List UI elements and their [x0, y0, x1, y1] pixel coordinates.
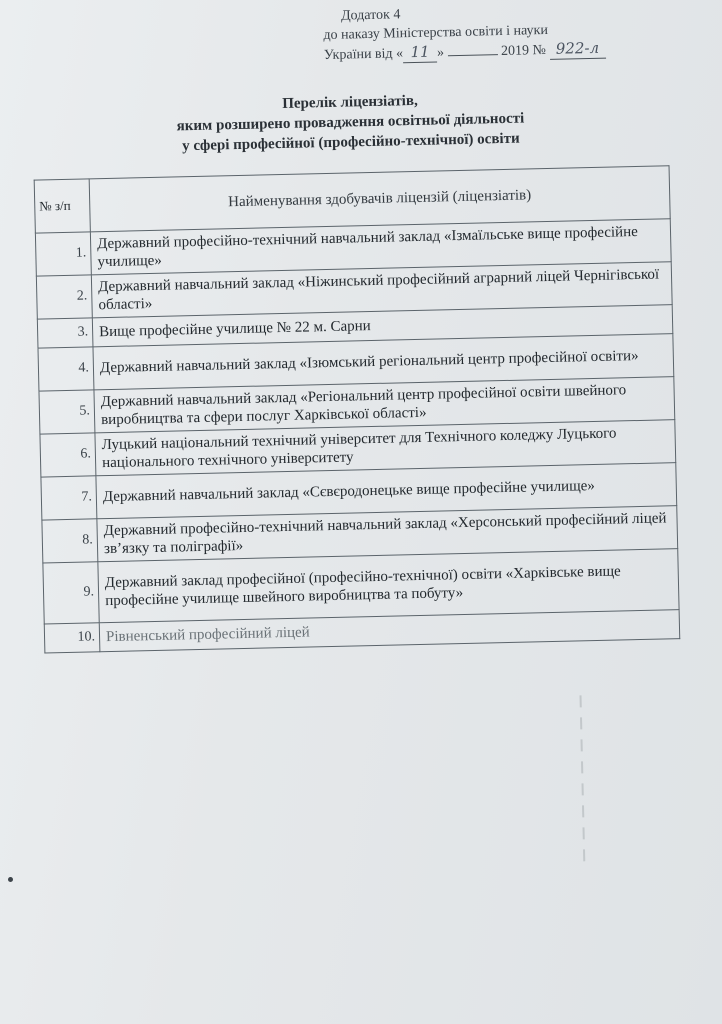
order-date-quote: » [436, 45, 445, 61]
order-number: 922-л [549, 39, 605, 60]
pencil-marks [573, 685, 600, 985]
row-name: Державний навчальний заклад «Ізюмський регіональний центр професійної освіти» [93, 334, 674, 390]
row-number: 4. [38, 347, 94, 391]
punch-mark [8, 877, 13, 882]
document-title [110, 87, 591, 158]
appendix-label: Додаток 4 [340, 7, 401, 24]
row-number: 10. [44, 623, 100, 653]
row-number: 3. [37, 318, 93, 348]
row-number: 1. [35, 232, 91, 276]
row-number: 9. [43, 562, 99, 624]
row-name: Вище професійне училище № 22 м. Сарни [92, 305, 673, 347]
row-name: Державний навчальний заклад «Ніжинський професійний аграрний ліцей Чернігівської області» [91, 262, 672, 318]
order-month [448, 54, 498, 56]
row-number: 6. [40, 433, 96, 477]
order-date-prefix: України від « [323, 46, 404, 64]
appendix-header [323, 0, 704, 65]
row-name: Державний професійно-технічний навчальний заклад «Херсонський професійний ліцей зв’язку та поліграфії» [97, 506, 678, 562]
row-name: Державний навчальний заклад «Регіональний центр професійної освіти швейного виробництва та сфери послуг Харківської області» [94, 377, 675, 433]
order-year: 2019 № [500, 42, 547, 60]
title-line-2: яким розширено провадження освітньої діяльності [176, 110, 525, 135]
row-number: 5. [39, 390, 95, 434]
order-reference: до наказу Міністерства освіти і науки [323, 22, 549, 44]
page-content [18, 0, 722, 1024]
row-number: 7. [41, 476, 97, 520]
row-name: Луцький національний технічний університет для Технічного коледжу Луцького національного технічного університету [95, 420, 676, 476]
title-line-1: Перелік ліцензіатів, [282, 92, 418, 112]
order-day: 11 [403, 42, 437, 63]
column-header-name: Найменування здобувачів ліцензій (ліцензіатів) [89, 166, 670, 232]
licensees-table [34, 165, 681, 653]
title-line-3: у сфері професійної (професійно-технічної) освіти [181, 130, 520, 155]
row-name: Рівненський професійний ліцей [99, 610, 680, 652]
row-name: Державний професійно-технічний навчальний заклад «Ізмаїльське вище професійне училище» [90, 219, 671, 275]
column-header-number: № з/п [34, 179, 90, 233]
row-name: Державний навчальний заклад «Сєвєродонецьке вище професійне училище» [96, 463, 677, 519]
row-name: Державний заклад професійної (професійно-технічної) освіти «Харківське вище професійне училище швейного виробництва та побуту» [98, 549, 679, 623]
row-number: 2. [36, 275, 92, 319]
row-number: 8. [42, 519, 98, 563]
